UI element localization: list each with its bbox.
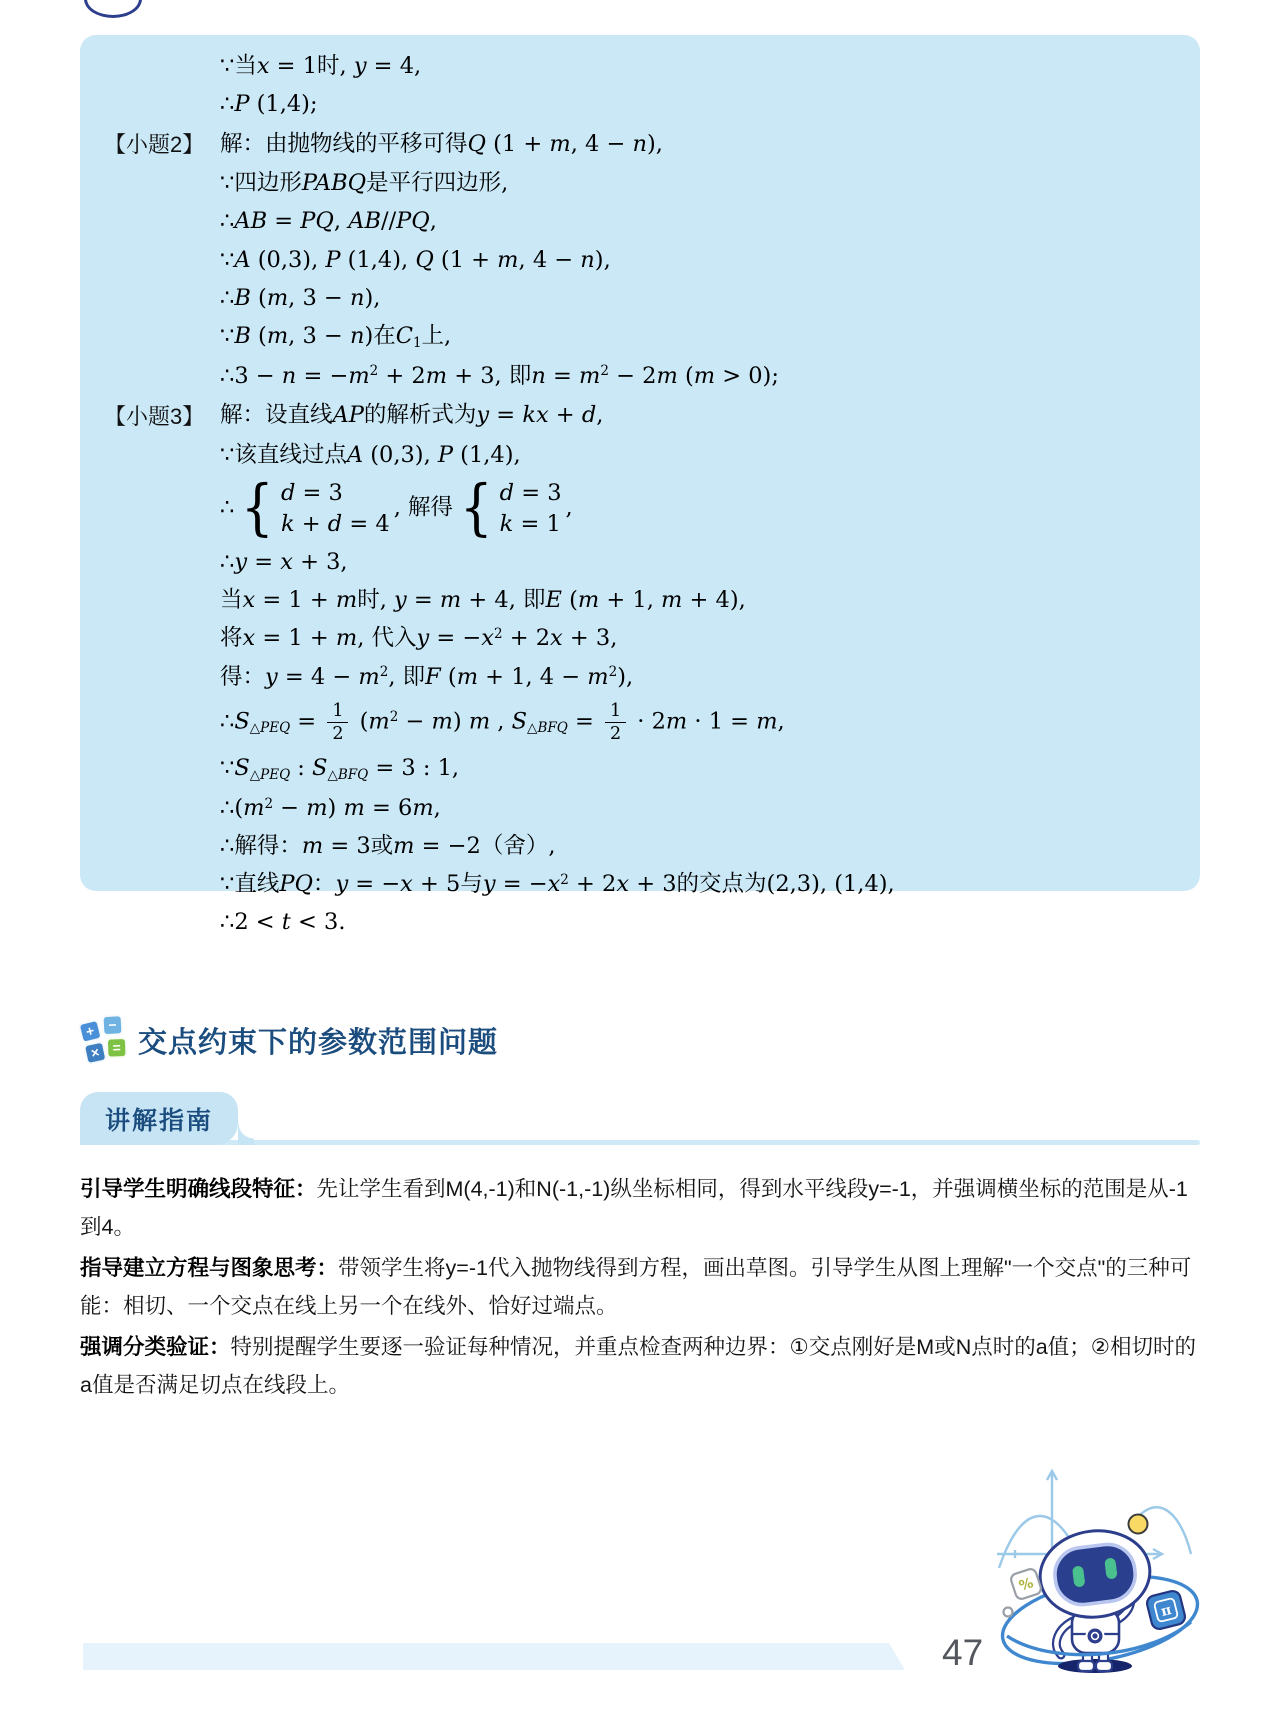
math-calculator-icon [77,1013,131,1067]
math-expression: ∵直线PQ：y = −x + 5与$y = -x^2 + 2x + 3$的交点为(2,3), (1,4), [220,871,895,898]
guide-paragraphs [80,1170,1202,1407]
svg-text:π: π [1159,1601,1174,1620]
solution-line [104,357,1176,395]
solution-line [104,164,1176,202]
math-expression: ∵A (0,3), P (1,4), Q (1 + m, 4 − n), [220,246,611,273]
equation-system: { d = 3 k + d = 4 [241,472,390,543]
math-expression: ∴y = x + 3, [220,549,348,576]
solution-line [104,827,1176,865]
svg-text:%: % [1017,1575,1036,1595]
paragraph-lead: 指导建立方程与图象思考： [80,1256,339,1280]
solution-line [104,865,1176,903]
math-expression: ∵当x = 1时, y = 4, [220,53,422,79]
solution-line [104,317,1176,357]
solution-line [104,581,1176,619]
equation-system: { d = 3 k = 1 [459,472,562,543]
math-expression: ∴3 − $n = -m^2 + 2m + 3$, 即$n = m^2 - 2m$ (m > 0); [220,362,779,389]
robot-mascot [995,1462,1210,1677]
solution-line [104,241,1176,279]
equals-tile-icon: = [106,1037,128,1059]
solution-lines [104,47,1176,941]
paragraph-body: 先让学生看到M(4,-1)和N(-1,-1)纵坐标相同，得到水平线段y=-1，并强调横坐标的范围是从-1到4。 [80,1177,1188,1239]
guide-paragraph [80,1249,1202,1325]
page-number: 47 [942,1632,984,1673]
solution-line [104,749,1176,789]
solution-line [104,619,1176,657]
math-expression: 当x = 1 + m时, y = m + 4, 即E (m + 1, m + 4), [220,587,746,614]
pi-tile-icon [1145,1589,1186,1630]
guide-paragraph [80,1170,1202,1246]
subproblem-label: 【小题2】 [104,132,205,158]
math-expression: ∴S△PEQ = $\frac{1}{2}$ $(m^2 - m)$ m , S△BFQ = $\frac{1}{2}$ · 2m · 1 = m, [220,700,785,744]
fraction: $\frac{1}{2}$ [605,701,626,744]
subproblem-label: 【小题3】 [104,403,205,429]
guide-tab [80,1092,238,1145]
yellow-dot-icon [1129,1515,1148,1534]
math-expression: ∴ { d = 3 k + d = 4 , 解得 { d = 3 k = 1 , [220,472,573,543]
math-expression: 将x = 1 + m, 代入$y = -x^2 + 2x + 3$, [220,625,618,652]
math-expression: 得：$y = 4 - m^2$, 即F (m + 1, $4 - m^2$), [220,663,634,690]
math-expression: $\therefore(m^2 - m) m = 6m$, [220,794,441,821]
solution-line [104,47,1176,85]
section-title: 交点约束下的参数范围问题 [138,1026,499,1059]
math-expression: ∵四边形PABQ是平行四边形, [220,170,509,197]
solution-box [80,35,1200,936]
fraction: $\frac{1}{2}$ [327,701,348,744]
math-expression: 解：设直线AP的解析式为y = kx + d, [220,402,604,429]
math-expression: ∵该直线过点A (0,3), P (1,4), [220,441,521,468]
solution-line [104,903,1176,941]
small-dot-icon [1004,1608,1013,1617]
math-expression: ∴解得：m = 3或m = −2（舍）, [220,833,556,860]
percent-tile-icon [1010,1568,1043,1601]
solution-line [104,85,1176,123]
math-expression: ∴AB = PQ, AB//PQ, [220,208,437,235]
plus-tile-icon: + [77,1019,102,1044]
solution-line [104,543,1176,581]
solution-line [104,789,1176,827]
solution-line [104,658,1176,696]
multiply-tile-icon: × [83,1040,108,1065]
solution-line [104,696,1176,749]
paragraph-lead: 引导学生明确线段特征： [80,1177,317,1201]
minus-tile-icon: − [101,1014,123,1036]
section-header [80,1016,498,1064]
footer-bar [83,1643,905,1670]
solution-line [104,202,1176,240]
math-expression: ∴2 < t < 3. [220,909,346,936]
solution-line [104,474,1176,543]
solution-line [104,123,1176,164]
paragraph-lead: 强调分类验证： [80,1335,231,1359]
guide-tab-label: 讲解指南 [104,1106,213,1135]
solution-line [104,279,1176,317]
math-expression: ∴P (1,4); [220,91,318,118]
math-expression: ∴B (m, 3 − n), [220,284,381,311]
math-expression: 解：由抛物线的平移可得Q (1 + m, 4 − n), [220,130,663,157]
math-expression: ∵B (m, 3 − n)在C1上, [220,322,452,351]
paragraph-body: 特别提醒学生要逐一验证每种情况，并重点检查两种边界：①交点刚好是M或N点时的a值；②相切时的a值是否满足切点在线段上。 [80,1335,1196,1397]
guide-paragraph [80,1328,1202,1404]
partial-logo-ellipse [84,0,142,18]
paragraph-body: 带领学生将y=-1代入抛物线得到方程，画出草图。引导学生从图上理解"一个交点"的三种可能：相切、一个交点在线上另一个在线外、恰好过端点。 [80,1256,1192,1318]
solution-line [104,436,1176,474]
solution-line [104,395,1176,436]
math-expression: ∵S△PEQ : S△BFQ = 3 : 1, [220,755,460,784]
